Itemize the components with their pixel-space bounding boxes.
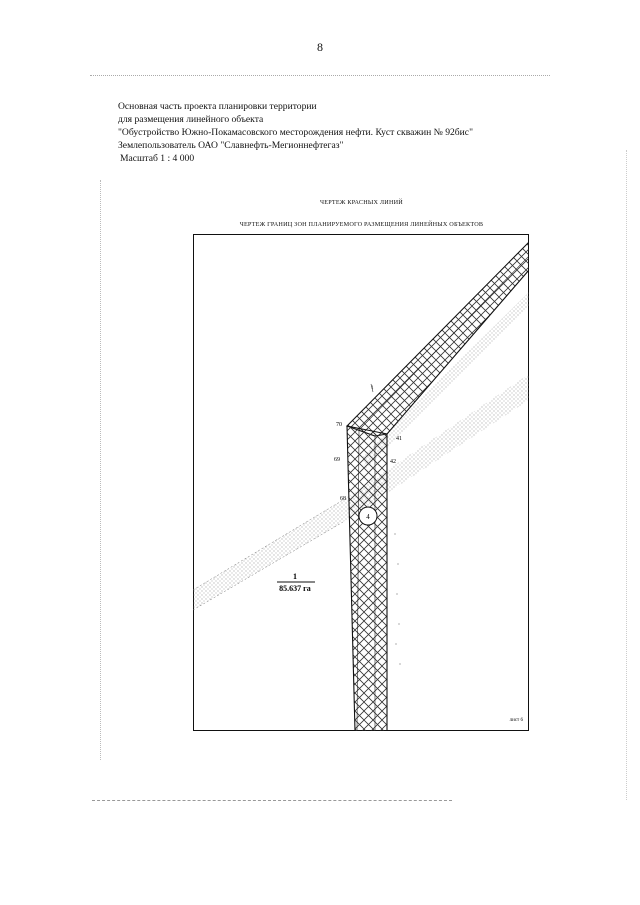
drawing-title-red-lines: ЧЕРТЕЖ КРАСНЫХ ЛИНИЙ: [320, 199, 403, 206]
scatter-dots: [394, 533, 400, 664]
header-divider: [90, 75, 550, 76]
point-41: 41: [396, 436, 402, 442]
project-info-line-3: "Обустройство Южно-Покамасовского месторождения нефти. Куст скважин № 92бис": [118, 127, 473, 138]
parcel-area: 85.637 га: [279, 584, 311, 593]
project-info-line-4: Землепользователь ОАО "Славнефть-Мегионнефтегаз": [118, 140, 344, 151]
point-68: 68: [340, 496, 346, 502]
map-frame[interactable]: [193, 234, 529, 731]
scan-artifact-right: [626, 150, 627, 800]
point-42: 42: [390, 459, 396, 465]
drawing-title-zones: ЧЕРТЕЖ ГРАНИЦ ЗОН ПЛАНИРУЕМОГО РАЗМЕЩЕНИЯ ЛИНЕЙНЫХ ОБЪЕКТОВ: [239, 221, 484, 228]
sheet-note: лист 6: [509, 718, 523, 723]
misc-label: 1: [371, 386, 374, 391]
parcel-number: 1: [293, 572, 297, 581]
point-70: 70: [336, 422, 342, 428]
project-info-line-1: Основная часть проекта планировки территории: [118, 101, 317, 112]
scan-artifact-left: [100, 180, 101, 760]
point-69: 69: [334, 457, 340, 463]
project-info-block: [118, 100, 473, 165]
project-info-line-2: для размещения линейного объекта: [118, 114, 264, 125]
corridor-vertical: [347, 426, 387, 731]
circled-label: 4: [366, 513, 370, 521]
footer-divider: [92, 800, 452, 801]
map-drawing: [193, 234, 529, 731]
page-number: 8: [317, 40, 323, 54]
project-scale: Масштаб 1 : 4 000: [120, 153, 195, 164]
